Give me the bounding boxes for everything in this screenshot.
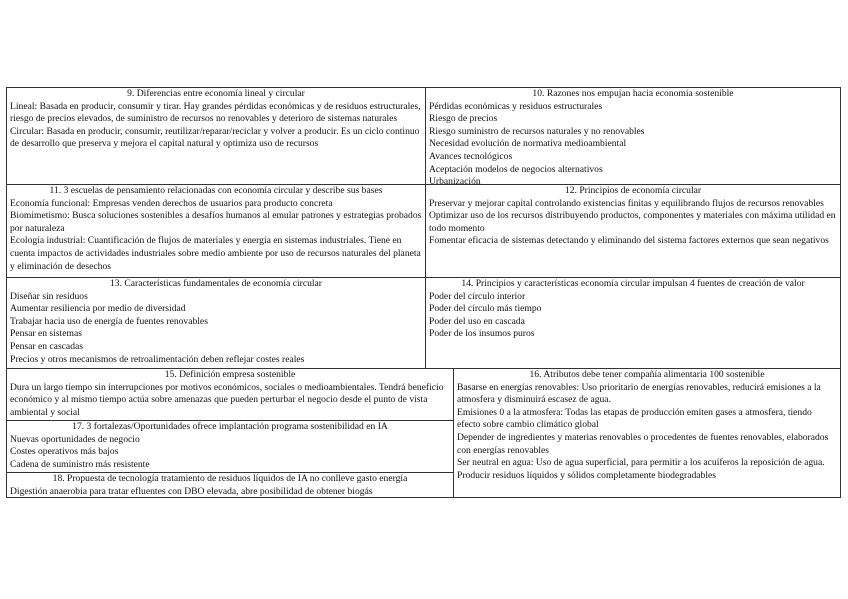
section-13-title: 13. Características fundamentales de economía circular bbox=[109, 278, 323, 289]
section-18 bbox=[7, 472, 453, 497]
section-9-line-1: Lineal: Basada en producir, consumir y tirar. Hay grandes pérdidas económicas y de residuos estructurales, riesgo de precios elevados, de suministro de recursos no renovables y deterioro de sistemas naturales bbox=[10, 100, 421, 125]
section-17-title: 17. 3 fortalezas/Oportunidades ofrece implantación programa sostenibilidad en IA bbox=[72, 421, 388, 432]
section-15-title: 15. Definición empresa sostenible bbox=[164, 369, 296, 380]
section-14-line-3: Poder del uso en cascada bbox=[429, 315, 525, 327]
section-11 bbox=[7, 184, 425, 277]
section-16-line-5: Producir residuos líquidos y sólidos completamente biodegradables bbox=[457, 469, 716, 481]
section-13-line-3: Trabajar hacia uso de energía de fuentes renovables bbox=[10, 315, 208, 327]
section-14-line-1: Poder del círculo interior bbox=[429, 290, 526, 302]
section-15-line-1: Dura un largo tiempo sin interrupciones por motivos económicos, sociales o medioambientales. Tendrá beneficio económico y al mismo tiempo actúa sobre amenazas que pueden perturbar el negocio desde el punto de vista ambiental y social bbox=[10, 381, 444, 418]
section-16-line-4: Ser neutral en agua: Uso de agua superficial, para permitir a los acuíferos la reposición de agua. bbox=[457, 457, 825, 469]
document-table bbox=[6, 87, 841, 498]
section-11-title: 11. 3 escuelas de pensamiento relacionadas con economía circular y describe sus bases bbox=[49, 185, 383, 196]
section-10-line-3: Riesgo suministro de recursos naturales y no renovables bbox=[429, 125, 645, 137]
section-10-line-5: Avances tecnológicos bbox=[429, 150, 513, 162]
section-16-line-3: Depender de ingredientes y materias renovables o procedentes de fuentes renovables, elaborados con energías renovables bbox=[457, 431, 829, 456]
section-14-title: 14. Principios y características economía circular impulsan 4 fuentes de creación de valor bbox=[461, 278, 805, 289]
section-11-line-3: Ecología industrial: Cuantificación de flujos de materiales y energía en sistemas industriales. Tiene en cuenta impactos de actividades industriales sobre medio ambiente por uso de recursos naturales del planeta y eliminación de desechos bbox=[10, 235, 421, 272]
section-10-line-4: Necesidad evolución de normativa medioambiental bbox=[429, 138, 627, 150]
section-9-title: 9. Diferencias entre economía lineal y circular bbox=[127, 88, 305, 99]
section-17-line-1: Nuevas oportunidades de negocio bbox=[10, 433, 140, 445]
section-10 bbox=[425, 88, 840, 184]
section-14 bbox=[425, 277, 840, 368]
section-11-line-1: Economía funcional: Empresas venden derechos de usuarios para producto concreta bbox=[10, 197, 333, 209]
section-10-line-2: Riesgo de precios bbox=[429, 113, 498, 125]
section-12-line-3: Fomentar eficacia de sistemas detectando y eliminando del sistema factores externos que sean negativos bbox=[429, 235, 829, 247]
section-16-line-1: Basarse en energías renovables: Uso prioritario de energías renovables, reducirá emisiones a la atmosfera y disminuirá escasez de agua. bbox=[457, 381, 821, 406]
section-13-line-6: Precios y otros mecanismos de retroalimentación deben reflejar costes reales bbox=[10, 353, 305, 365]
section-13-line-1: Diseñar sin residuos bbox=[10, 290, 88, 302]
section-12-title: 12. Principios de economía circular bbox=[564, 185, 702, 196]
section-14-line-2: Poder del círculo más tiempo bbox=[429, 303, 542, 315]
section-18-title: 18. Propuesta de tecnología tratamiento de residuos líquidos de IA no conlleve gasto energía bbox=[52, 473, 408, 484]
section-12 bbox=[425, 184, 840, 277]
section-12-line-2: Optimizar uso de los recursos distribuyendo productos, componentes y materiales con máxima utilidad en todo momento bbox=[429, 210, 836, 234]
section-13-line-4: Pensar en sistemas bbox=[10, 328, 82, 340]
section-9 bbox=[7, 88, 425, 184]
section-17 bbox=[7, 420, 453, 472]
section-13 bbox=[7, 277, 425, 368]
section-16-line-2: Emisiones 0 a la atmosfera: Todas las etapas de producción emiten gases a atmosfera, tiendo efecto sobre cambio climático global bbox=[457, 406, 812, 431]
section-10-line-6: Aceptación modelos de negocios alternativos bbox=[429, 163, 603, 175]
section-16-title: 16. Atributos debe tener compañía alimentaria 100 sostenible bbox=[529, 369, 765, 380]
section-10-title: 10. Razones nos empujan hacia economía sostenible bbox=[532, 88, 734, 99]
section-14-line-4: Poder de los insumos puros bbox=[429, 328, 535, 340]
section-9-line-2: Circular: Basada en producir, consumir, reutilizar/reparar/reciclar y volver a producir. Es un ciclo continuo de desarrollo que preserva y mejora el capital natural y optimiza uso de recursos bbox=[10, 125, 420, 150]
section-15 bbox=[7, 368, 453, 420]
section-10-line-7: Urbanización bbox=[429, 176, 481, 184]
section-12-line-1: Preservar y mejorar capital controlando existencias finitas y equilibrando flujos de recursos renovables bbox=[429, 197, 824, 209]
section-13-line-2: Aumentar resiliencia por medio de diversidad bbox=[10, 303, 186, 315]
section-18-line-1: Digestión anaerobia para tratar efluentes con DBO elevada, abre posibilidad de obtener biogás bbox=[10, 485, 373, 497]
section-10-line-1: Pérdidas económicas y residuos estructurales bbox=[429, 100, 603, 112]
section-13-line-5: Pensar en cascadas bbox=[10, 340, 83, 352]
section-11-line-2: Biomimetismo: Busca soluciones sostenibles a desafíos humanos al emular patrones y estrategias probados por naturaleza bbox=[10, 210, 422, 234]
section-16 bbox=[453, 368, 840, 497]
section-17-line-2: Costes operativos más bajos bbox=[10, 446, 119, 458]
section-17-line-3: Cadena de suministro más resistente bbox=[10, 458, 150, 470]
